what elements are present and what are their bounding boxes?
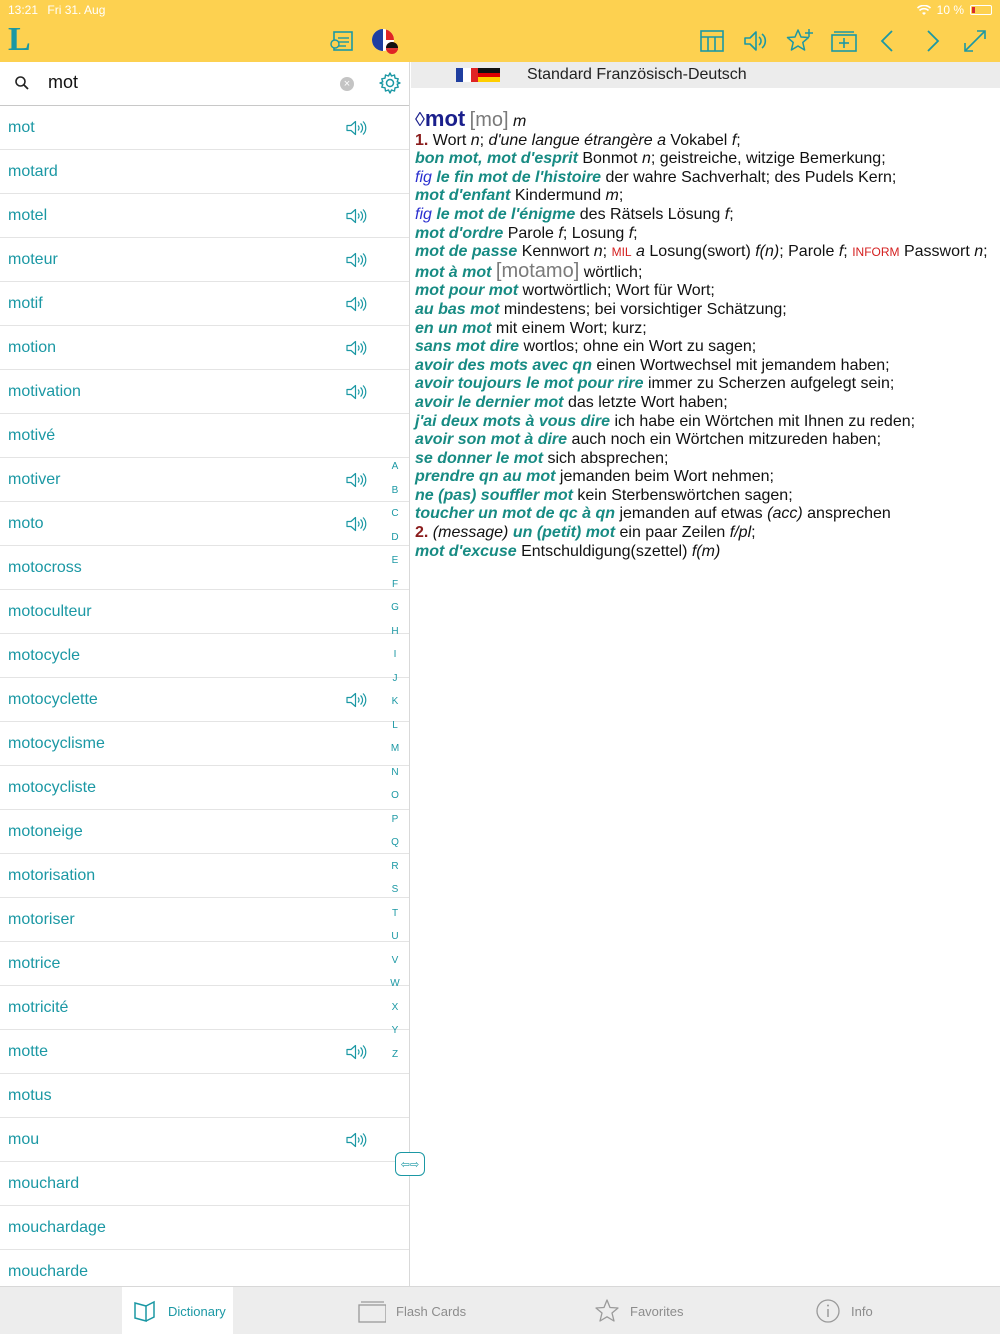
translation: mit einem Wort; kurz; (495, 319, 647, 337)
list-item[interactable] (0, 150, 410, 194)
context-note: (message) (432, 524, 509, 542)
list-item[interactable] (0, 106, 410, 150)
separator: ; (618, 187, 624, 205)
entry-headline (415, 106, 999, 132)
translation: ein paar Zeilen (619, 524, 726, 542)
speaker-icon[interactable] (346, 383, 368, 401)
entry-panel (411, 62, 1000, 1286)
tab-label: Favorites (630, 1303, 684, 1319)
alphabet-letter[interactable]: T (391, 907, 399, 919)
french-flag-icon (456, 68, 478, 82)
translation: jemanden beim Wort nehmen; (559, 468, 774, 486)
list-item[interactable] (0, 634, 410, 678)
phrase-line (415, 187, 999, 206)
gear-icon[interactable] (378, 71, 402, 95)
list-item[interactable] (0, 854, 410, 898)
phrase-line (415, 543, 999, 562)
entry-marker: ◊ (415, 109, 425, 131)
list-item-word: mot (8, 119, 35, 136)
tab-dictionary[interactable] (122, 1287, 233, 1334)
list-item[interactable] (0, 766, 410, 810)
gram-label: f (628, 224, 634, 242)
alphabet-letter[interactable]: W (390, 978, 400, 989)
list-item-word: motif (8, 295, 43, 312)
sense-number: 2. (415, 524, 429, 542)
phrase[interactable]: j'ai deux mots à vous dire (415, 412, 610, 430)
list-item[interactable] (0, 942, 410, 986)
gram-label: n (974, 243, 984, 261)
phrase[interactable]: le fin mot de l'histoire (436, 168, 602, 186)
list-item-word: mouchardage (8, 1219, 106, 1236)
alphabet-letter[interactable]: N (391, 766, 399, 778)
flags-icon (456, 68, 500, 82)
translation: einen Wortwechsel mit jemandem haben; (596, 356, 890, 374)
alphabet-letter[interactable]: S (391, 884, 399, 895)
tab-bar (0, 1286, 1000, 1334)
phrase-line (415, 282, 999, 301)
list-item-word: motte (8, 1043, 49, 1060)
alphabet-letter[interactable]: J (392, 672, 398, 684)
usage-label: fig (415, 168, 432, 186)
translation: Kennwort (521, 243, 590, 261)
gram-label: f(n) (755, 243, 780, 261)
list-item[interactable] (0, 986, 410, 1030)
dictionary-header (411, 62, 1000, 88)
speaker-icon[interactable] (740, 26, 770, 56)
entry-headword: mot (424, 106, 466, 131)
translation: der wahre Sachverhalt; des Pudels Kern; (605, 168, 897, 186)
add-flashcard-icon[interactable] (829, 26, 859, 56)
list-item[interactable] (0, 1250, 410, 1286)
list-item-word: moto (8, 515, 44, 532)
list-item[interactable] (0, 370, 410, 414)
search-bar (0, 62, 410, 106)
phrase[interactable]: mot d'ordre (415, 224, 504, 242)
phrase-pronunciation: [motamo] (495, 259, 580, 282)
tab-label: Flash Cards (396, 1303, 467, 1319)
app-logo: L (8, 21, 31, 58)
translation: immer zu Scherzen aufgelegt sein; (647, 375, 895, 393)
list-item[interactable] (0, 238, 410, 282)
phrase-line (415, 431, 999, 450)
phrase[interactable]: toucher un mot de qc à qn (415, 505, 616, 523)
alphabet-letter[interactable]: F (391, 578, 399, 590)
phrase-line (415, 206, 999, 225)
tab-flash-cards[interactable] (356, 1287, 466, 1334)
list-item[interactable] (0, 722, 410, 766)
alphabet-letter[interactable]: Z (391, 1048, 399, 1060)
list-item-word: motocycle (8, 647, 81, 664)
gram-label: m (605, 187, 619, 205)
usage-label: fig (415, 205, 432, 223)
translation: auch noch ein Wörtchen mitzureden haben; (571, 431, 882, 449)
phrase[interactable]: mot à mot (415, 263, 492, 281)
dictionary-title: Standard Französisch-Deutsch (527, 66, 747, 83)
list-item[interactable] (0, 1030, 410, 1074)
translation: wortwörtlich; Wort für Wort; (522, 282, 715, 300)
separator: ; (751, 524, 756, 542)
translation: Losung(swort) (649, 243, 751, 261)
phrase-line (415, 259, 999, 283)
dictionary-entry (415, 106, 999, 561)
phrase[interactable]: bon mot, mot d'esprit (415, 150, 578, 168)
phrase[interactable]: mot pour mot (415, 282, 519, 300)
list-item-word: mou (8, 1131, 40, 1148)
list-item[interactable] (0, 458, 410, 502)
word-list-panel (0, 62, 410, 1286)
list-item-word: motocyclisme (8, 735, 105, 752)
speaker-icon[interactable] (346, 119, 368, 137)
speaker-icon[interactable] (346, 251, 368, 269)
context-note: a (636, 243, 645, 261)
phrase-line (415, 338, 999, 357)
phrase-line (415, 357, 999, 376)
translation: Kindermund (514, 187, 602, 205)
star-icon (594, 1298, 620, 1324)
list-item[interactable] (0, 546, 410, 590)
list-item-word: motricité (8, 999, 69, 1016)
separator: ; (479, 131, 485, 149)
table-icon[interactable] (697, 26, 727, 56)
panel-splitter-icon[interactable]: ⇦⇨ (395, 1152, 425, 1176)
gram-label: f (838, 243, 844, 261)
phrase-line (415, 375, 999, 394)
gram-label: f (724, 205, 730, 223)
book-icon (132, 1298, 158, 1324)
top-toolbar (0, 0, 1000, 62)
word-list (0, 106, 410, 1286)
german-flag-icon (478, 68, 500, 82)
list-item[interactable] (0, 414, 410, 458)
alphabet-letter[interactable]: C (391, 508, 399, 519)
phrase[interactable]: avoir le dernier mot (415, 393, 564, 411)
list-item-word: moteur (8, 251, 58, 268)
list-item[interactable] (0, 282, 410, 326)
translation: des Rätsels Lösung (579, 205, 721, 223)
alphabet-letter[interactable]: Y (391, 1025, 399, 1036)
search-input[interactable] (48, 72, 328, 93)
list-item-word: motorisation (8, 867, 96, 884)
translation: ; Parole (779, 243, 835, 261)
phrase[interactable]: avoir des mots avec qn (415, 356, 592, 374)
phrase-line (415, 468, 999, 487)
phrase-line (415, 450, 999, 469)
alphabet-letter[interactable]: R (391, 860, 399, 872)
alphabet-letter[interactable]: L (392, 719, 398, 731)
alphabet-letter[interactable]: E (391, 555, 399, 566)
language-flag-icon[interactable] (369, 26, 399, 56)
phrase[interactable]: avoir toujours le mot pour rire (415, 375, 644, 393)
tab-favorites[interactable] (594, 1287, 683, 1334)
alphabet-letter[interactable]: X (391, 1001, 399, 1013)
phrase-line (415, 225, 999, 244)
translation: Vokabel (670, 131, 728, 149)
phrase-line (415, 169, 999, 188)
expand-icon[interactable] (960, 26, 990, 56)
list-item-word: motoriser (8, 911, 75, 928)
speaker-icon[interactable] (346, 515, 368, 533)
phrase[interactable]: mot d'excuse (415, 542, 517, 560)
separator: ; (633, 224, 638, 242)
gram-label: n (593, 243, 603, 261)
phrase-list (415, 282, 999, 505)
separator: ; (736, 131, 741, 149)
list-item[interactable] (0, 502, 410, 546)
gram-label: (acc) (767, 505, 803, 523)
list-item-word: motard (8, 163, 58, 180)
translation: ansprechen (807, 505, 891, 523)
entry-gender: m (513, 113, 527, 130)
alphabet-letter[interactable]: I (393, 649, 397, 660)
entry-pronunciation: [mo] (469, 109, 509, 131)
list-item[interactable] (0, 898, 410, 942)
phrase[interactable]: avoir son mot à dire (415, 431, 568, 449)
phrase-line (415, 487, 999, 506)
translation: Wort (432, 131, 467, 149)
translation: ; Losung (562, 224, 625, 242)
alphabet-letter[interactable]: D (391, 531, 399, 543)
phrase[interactable]: prendre qn au mot (415, 468, 556, 486)
list-item[interactable] (0, 194, 410, 238)
add-favorite-icon[interactable] (784, 26, 814, 56)
sense-1 (415, 132, 999, 151)
register-label: INFORM (852, 245, 900, 260)
sense-2 (415, 524, 999, 543)
alphabet-letter[interactable]: H (391, 625, 399, 637)
speaker-icon[interactable] (346, 1043, 368, 1061)
alphabet-letter[interactable]: U (391, 931, 399, 942)
translation: Passwort (903, 243, 970, 261)
alphabet-letter[interactable]: K (391, 696, 399, 707)
list-item[interactable] (0, 590, 410, 634)
list-item-word: motivé (8, 427, 56, 444)
phrase-line (415, 394, 999, 413)
sense-number: 1. (415, 131, 429, 149)
translation: wörtlich; (583, 263, 643, 281)
list-item-word: motocross (8, 559, 82, 576)
alphabet-index[interactable] (384, 455, 406, 1066)
list-item-word: motus (8, 1087, 52, 1104)
list-item-word: motivation (8, 383, 81, 400)
gram-label: f (731, 131, 737, 149)
speaker-icon[interactable] (346, 295, 368, 313)
speaker-icon[interactable] (346, 1131, 368, 1149)
phrase[interactable]: un (petit) mot (512, 524, 616, 542)
separator: ; (729, 205, 734, 223)
speaker-icon[interactable] (346, 207, 368, 225)
list-item[interactable] (0, 810, 410, 854)
phrase[interactable]: sans mot dire (415, 338, 520, 356)
phrase[interactable]: mot de passe (415, 243, 518, 261)
separator: ; (602, 243, 608, 261)
alphabet-letter[interactable]: P (391, 813, 399, 825)
speaker-icon[interactable] (346, 471, 368, 489)
list-item[interactable] (0, 326, 410, 370)
list-item-word: moucharde (8, 1263, 89, 1280)
gram-label: f/pl (729, 524, 752, 542)
translation: jemanden auf etwas (619, 505, 763, 523)
context-note: d'une langue étrangère a (488, 131, 666, 149)
speaker-icon[interactable] (346, 339, 368, 357)
translation: Parole (507, 224, 554, 242)
translation: ; geistreiche, witzige Bemerkung; (650, 150, 886, 168)
phrase[interactable]: ne (pas) souffler mot (415, 486, 573, 504)
phrase[interactable]: le mot de l'énigme (436, 205, 576, 223)
separator: ; (843, 243, 848, 261)
phrase[interactable]: en un mot (415, 319, 492, 337)
list-item[interactable] (0, 1074, 410, 1118)
tab-label: Info (851, 1303, 873, 1319)
list-item-word: motel (8, 207, 48, 224)
phrase-line (415, 150, 999, 169)
alphabet-letter[interactable]: B (391, 484, 399, 496)
list-item-word: motoculteur (8, 603, 92, 620)
info-icon (815, 1298, 841, 1324)
list-item-word: motrice (8, 955, 61, 972)
list-item-word: motocycliste (8, 779, 97, 796)
wifi-icon (917, 5, 931, 16)
tab-label: Dictionary (168, 1303, 226, 1319)
list-item[interactable] (0, 1118, 410, 1162)
phrase[interactable]: au bas mot (415, 300, 500, 318)
cards-icon (356, 1298, 386, 1324)
alphabet-letter[interactable]: V (391, 954, 399, 966)
translation: das letzte Wort haben; (567, 393, 728, 411)
status-bar (8, 3, 105, 17)
alphabet-letter[interactable]: A (391, 461, 399, 472)
gram-label: f (558, 224, 563, 242)
list-item[interactable] (0, 678, 410, 722)
alphabet-letter[interactable]: M (390, 743, 400, 754)
back-icon[interactable] (873, 26, 903, 56)
clear-search-icon[interactable]: × (340, 77, 354, 91)
alphabet-letter[interactable]: O (391, 790, 399, 801)
search-icon (14, 75, 30, 91)
translation: sich absprechen; (547, 449, 669, 467)
history-icon[interactable] (327, 26, 357, 56)
list-item-word: mouchard (8, 1175, 80, 1192)
translation: Entschuldigung(szettel) (521, 542, 688, 560)
phrase[interactable]: mot d'enfant (415, 187, 511, 205)
speaker-icon[interactable] (346, 691, 368, 709)
register-label: MIL (611, 245, 632, 260)
list-item-word: motoneige (8, 823, 83, 840)
phrase-line (415, 301, 999, 320)
translation: wortlos; ohne ein Wort zu sagen; (523, 338, 757, 356)
phrase[interactable]: se donner le mot (415, 449, 544, 467)
status-indicators (917, 3, 992, 17)
list-item-word: motiver (8, 471, 61, 488)
separator: ; (983, 243, 988, 261)
phrase-line (415, 413, 999, 432)
status-date: Fri 31. Aug (47, 3, 106, 17)
alphabet-letter[interactable]: G (391, 602, 399, 613)
translation: kein Sterbenswörtchen sagen; (577, 486, 793, 504)
list-item[interactable] (0, 1206, 410, 1250)
list-item[interactable] (0, 1162, 410, 1206)
tab-info[interactable] (815, 1287, 873, 1334)
list-item-word: motocyclette (8, 691, 98, 708)
battery-percent: 10 % (936, 3, 964, 17)
translation: mindestens; bei vorsichtiger Schätzung; (503, 300, 787, 318)
phrase-line (415, 320, 999, 339)
forward-icon[interactable] (917, 26, 947, 56)
alphabet-letter[interactable]: Q (391, 837, 399, 848)
gram-label: n (470, 131, 480, 149)
gram-label: n (641, 150, 651, 168)
translation: ich habe ein Wörtchen mit Ihnen zu reden; (614, 412, 916, 430)
battery-icon (970, 5, 992, 15)
translation: Bonmot (582, 150, 638, 168)
list-item-word: motion (8, 339, 57, 356)
status-time: 13:21 (8, 3, 39, 17)
gram-label: f(m) (691, 542, 721, 560)
phrase-line (415, 505, 999, 524)
